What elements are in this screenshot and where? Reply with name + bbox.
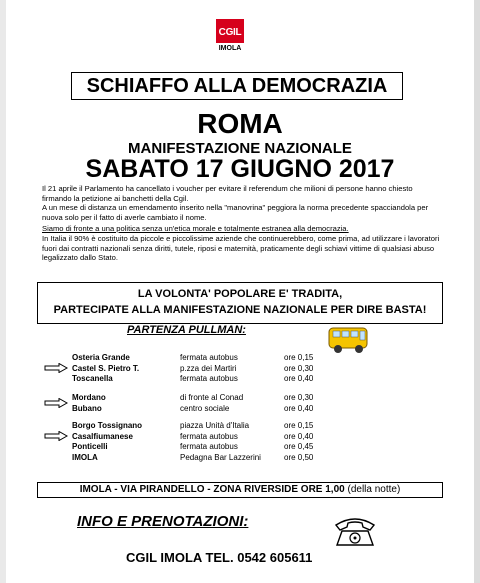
departure-time: ore 0,40	[284, 403, 314, 413]
contact-phone: CGIL IMOLA TEL. 0542 605611	[126, 550, 313, 565]
cgil-logo-subtitle: IMOLA	[218, 45, 242, 52]
departure-row	[44, 421, 344, 432]
departure-time: ore 0,30	[284, 393, 314, 402]
event-date: SABATO 17 GIUGNO 2017	[85, 155, 395, 183]
departure-row	[44, 432, 344, 443]
telephone-icon	[330, 511, 380, 549]
departure-time: ore 0,50	[284, 452, 314, 462]
destination-note: (della notte)	[347, 484, 401, 495]
paragraph-1: Il 21 aprile il Parlamento ha cancellato i voucher per evitare il referendum che milioni di persone hanno chiesto firmando la petizione ai banchetti della Cgil.	[42, 184, 413, 203]
destination-main: IMOLA - VIA PIRANDELLO - ZONA RIVERSIDE ORE 1,00	[79, 484, 345, 495]
departure-time: ore 0,15	[284, 353, 314, 362]
departure-group-2	[44, 393, 344, 414]
departure-row	[44, 364, 344, 375]
callout-line-2: PARTECIPATE ALLA MANIFESTAZIONE NAZIONALE PER DIRE BASTA!	[53, 304, 427, 316]
departure-group-1	[44, 353, 344, 385]
callout-line-1: LA VOLONTA' POPOLARE E' TRADITA,	[137, 288, 343, 300]
departure-row	[44, 393, 344, 404]
paragraph-2: A un mese di distanza un emendamento inserito nella "manovrina" peggiora la norma precedente spacciandola per nuova solo per il fatto di averle cambiato il nome.	[42, 203, 429, 222]
city-title: ROMA	[197, 108, 283, 139]
departure-time: ore 0,40	[284, 374, 314, 384]
departure-stop: piazza Unità d'Italia	[180, 421, 250, 430]
departure-stop: fermata autobus	[180, 442, 238, 452]
departure-place: Bubano	[72, 403, 102, 413]
bus-icon	[326, 322, 372, 356]
departure-stop: fermata autobus	[180, 431, 238, 441]
headline-box: SCHIAFFO ALLA DEMOCRAZIA	[71, 72, 403, 100]
departure-place: Castel S. Pietro T.	[72, 363, 140, 373]
paragraph-3: Siamo di fronte a una politica senza un'etica morale e totalmente estranea alla democrazia.	[42, 224, 349, 233]
departure-row	[44, 442, 344, 453]
departure-row	[44, 404, 344, 415]
info-heading: INFO E PRENOTAZIONI:	[77, 513, 249, 530]
departure-stop: p.zza dei Martiri	[180, 363, 237, 373]
departure-place: IMOLA	[72, 452, 98, 462]
page-edge	[474, 0, 480, 583]
departure-stop: fermata autobus	[180, 374, 238, 384]
departure-stop: fermata autobus	[180, 353, 238, 362]
event-subtitle: MANIFESTAZIONE NAZIONALE	[128, 140, 352, 157]
destination-box	[37, 482, 443, 498]
departure-time: ore 0,40	[284, 431, 314, 441]
departure-place: Mordano	[72, 393, 106, 402]
cgil-logo: CGIL	[216, 19, 244, 43]
departure-time: ore 0,30	[284, 363, 314, 373]
departure-row	[44, 374, 344, 385]
paragraph-4: In Italia il 90% è costituito da piccole e piccolissime aziende che continuerebbero, come prima, ad utilizzare i lavoratori fuori dai contratti nazionali senza diritti, tutele, riposi e maternità, praticamente degli schiavi vittime di qualsiasi abuso legalizzato dallo Stato.	[42, 234, 440, 263]
partenza-heading: PARTENZA PULLMAN:	[127, 324, 246, 336]
departure-place: Ponticelli	[72, 442, 108, 452]
departure-place: Casalfiumanese	[72, 431, 133, 441]
departure-place: Toscanella	[72, 374, 113, 384]
departure-time: ore 0,45	[284, 442, 314, 452]
departure-row	[44, 453, 344, 464]
callout-box	[37, 282, 443, 324]
departure-place: Osteria Grande	[72, 353, 130, 362]
departure-time: ore 0,15	[284, 421, 314, 430]
departure-stop: Pedagna Bar Lazzerini	[180, 452, 261, 462]
departure-stop: di fronte al Conad	[180, 393, 244, 402]
departure-place: Borgo Tossignano	[72, 421, 143, 430]
departure-stop: centro sociale	[180, 403, 230, 413]
departure-row	[44, 353, 344, 364]
departure-group-3	[44, 421, 344, 463]
